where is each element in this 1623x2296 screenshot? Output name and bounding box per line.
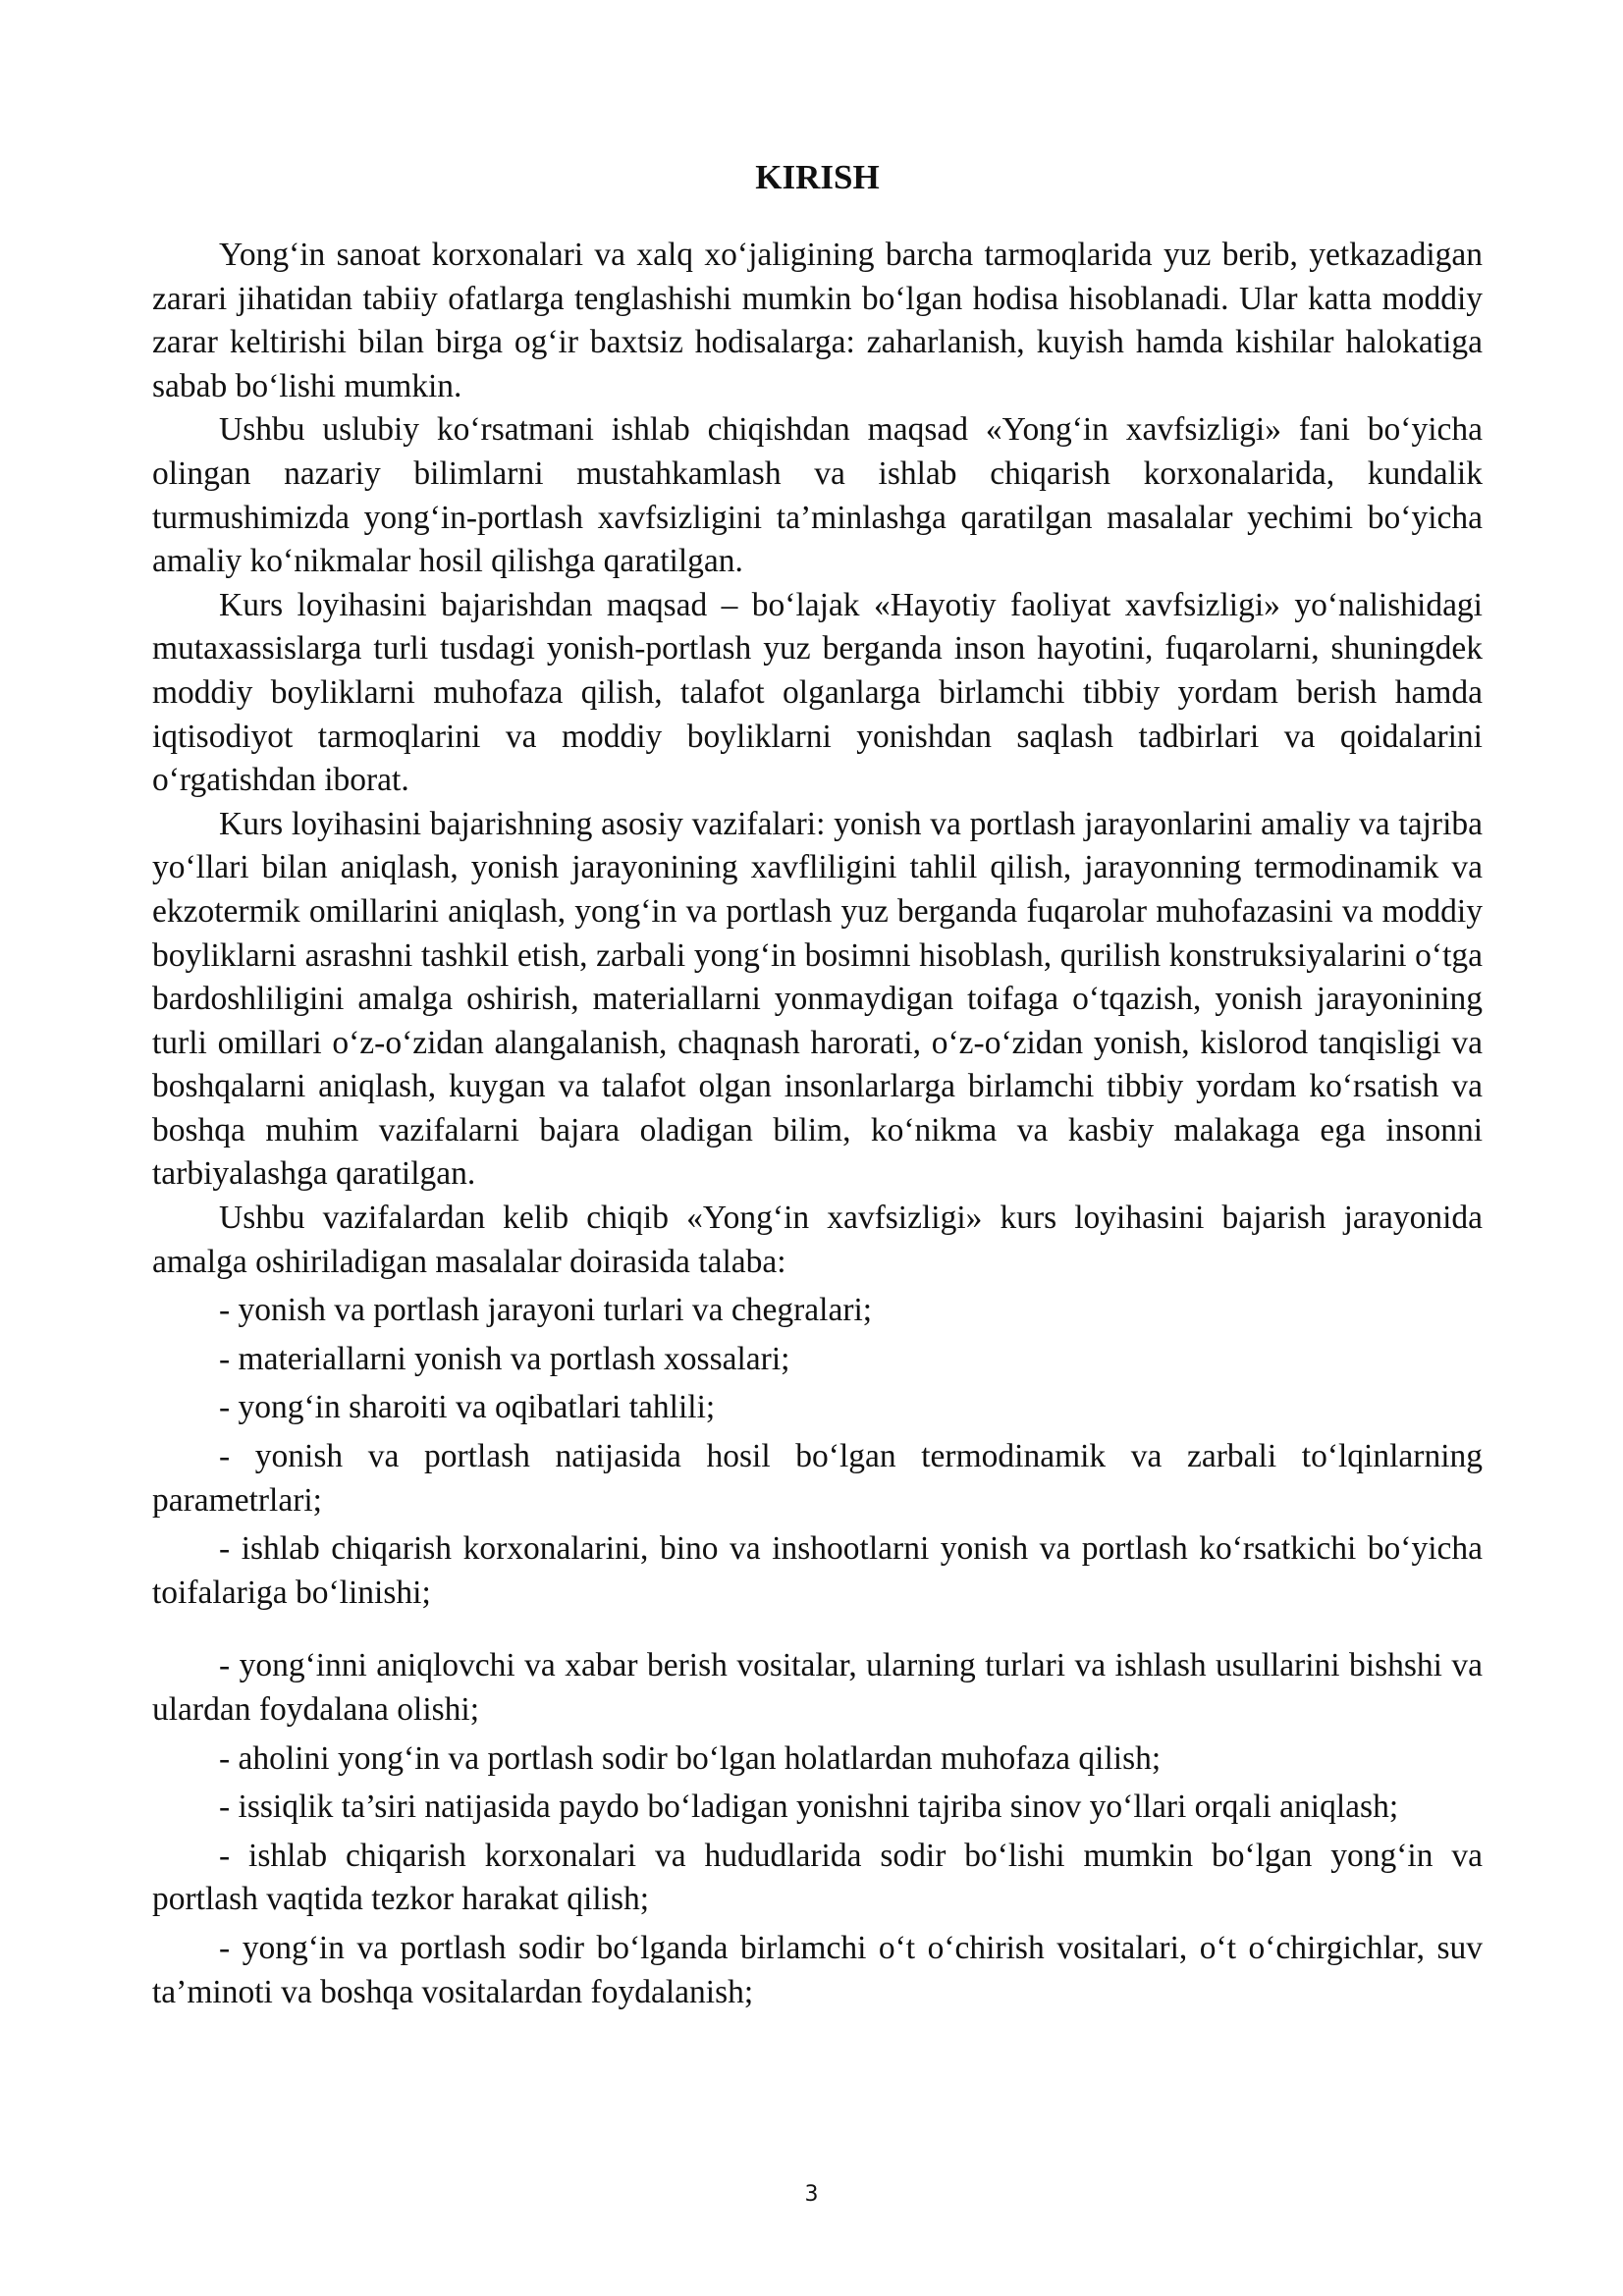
list-marker: - [219, 1837, 231, 1874]
paragraph-purpose: Ushbu uslubiy ko‘rsatmani ishlab chiqishdan maqsad «Yong‘in xavfsizligi» fani bo‘yicha olingan nazariy bilimlarni mustahkamlash va ishlab chiqarish korxonalarida, kundalik turmushimizda yong‘in-portlash xavfsizligini ta’minlashga qaratilgan masalalar yechimi bo‘yicha amaliy ko‘nikmalar hosil qilishga qaratilgan. [152, 411, 1483, 580]
list-item [152, 1386, 1483, 1430]
list-item-text: yonish va portlash jarayoni turlari va chegralari; [238, 1292, 873, 1329]
list-item [152, 1786, 1483, 1830]
paragraph-intro: Yong‘in sanoat korxonalari va xalq xo‘jaligining barcha tarmoqlarida yuz berib, yetkazadigan zarari jihatidan tabiiy ofatlarga tenglashishi mumkin bo‘lgan hodisa hisoblanadi. Ular katta moddiy zarar keltirishi bilan birga og‘ir baxtsiz hodisalarga: zaharlanish, kuyish hamda kishilar halokatiga sabab bo‘lishi mumkin. [152, 237, 1483, 404]
list-item [152, 1289, 1483, 1333]
page-title: KIRISH [755, 158, 880, 196]
list-item [152, 1435, 1483, 1522]
list-item-text: yong‘in va portlash sodir bo‘lganda birlamchi o‘t o‘chirish vositalari, o‘t o‘chirgichlar, suv ta’minoti va boshqa vositalardan foydalanish; [152, 1929, 1484, 2010]
list-marker: - [219, 1292, 231, 1329]
list-item-text: issiqlik ta’siri natijasida paydo bo‘ladigan yonishni tajriba sinov yo‘llari orqali aniqlash; [238, 1789, 1399, 1826]
list-item [152, 1835, 1483, 1922]
list-marker: - [219, 1929, 231, 1966]
list-item-text: aholini yong‘in va portlash sodir bo‘lgan holatlardan muhofaza qilish; [238, 1739, 1162, 1777]
list-item [152, 1927, 1483, 2014]
page-number: 3 [804, 2182, 819, 2207]
list-marker: - [219, 1438, 231, 1475]
document-page [152, 157, 1483, 2014]
paragraph-course-goal: Kurs loyihasini bajarishdan maqsad – bo‘lajak «Hayotiy faoliyat xavfsizligi» yo‘nalishidagi mutaxassislarga turli tusdagi yonish-portlash yuz berganda inson hayotini, fuqarolarni, shuningdek moddiy boyliklarni muhofaza qilish, talafot olganlarga birlamchi tibbiy yordam berish hamda iqtisodiyot tarmoqlarini va moddiy boyliklarni yonishdan saqlash tadbirlari va qoidalarini o‘rgatishdan iborat. [152, 586, 1483, 799]
list-item [152, 1644, 1483, 1732]
list-item [152, 1737, 1483, 1782]
list-item-text: materiallarni yonish va portlash xossalari; [238, 1340, 790, 1377]
list-marker: - [219, 1340, 231, 1377]
list-item [152, 1338, 1483, 1382]
list-marker: - [219, 1530, 231, 1568]
list-item [152, 1527, 1483, 1615]
list-item-text: ishlab chiqarish korxonalari va hududlarida sodir bo‘lishi mumkin bo‘lgan yong‘in va portlash vaqtida tezkor harakat qilish; [152, 1837, 1483, 1918]
list-marker: - [219, 1647, 231, 1684]
paragraph-student-scope: Ushbu vazifalardan kelib chiqib «Yong‘in xavfsizligi» kurs loyihasini bajarish jarayonida amalga oshiriladigan masalalar doirasida talaba: [152, 1200, 1483, 1280]
list-marker: - [219, 1389, 231, 1426]
list-marker: - [219, 1739, 231, 1777]
paragraph-course-tasks: Kurs loyihasini bajarishning asosiy vazifalari: yonish va portlash jarayonlarini amaliy va tajriba yo‘llari bilan aniqlash, yonish jarayonining xavfliligini tahlil qilish, jarayonning termodinamik va ekzotermik omillarini aniqlash, yong‘in va portlash yuz berganda fuqarolar muhofazasini va moddiy boyliklarni asrashni tashkil etish, zarbali yong‘in bosimni hisoblash, qurilish konstruksiyalarini o‘tga bardoshliligini amalga oshirish, materiallarni yonmaydigan toifaga o‘tqazish, yonish jarayonining turli omillari o‘z-o‘zidan alangalanish, chaqnash harorati, o‘z-o‘zidan yonish, kislorod tanqisligi va boshqalarni aniqlash, kuygan va talafot olgan insonlarlarga birlamchi tibbiy yordam ko‘rsatish va boshqa muhim vazifalarni bajara oladigan bilim, ko‘nikma va kasbiy malakaga ega insonni tarbiyalashga qaratilgan. [152, 805, 1483, 1193]
list-item-text: yong‘in sharoiti va oqibatlari tahlili; [238, 1389, 716, 1426]
list-item-text: yonish va portlash natijasida hosil bo‘lgan termodinamik va zarbali to‘lqinlarning parametrlari; [152, 1438, 1484, 1519]
list-item-text: ishlab chiqarish korxonalarini, bino va inshootlarni yonish va portlash ko‘rsatkichi bo‘yicha toifalariga bo‘linishi; [152, 1530, 1484, 1611]
list-item-text: yong‘inni aniqlovchi va xabar berish vositalar, ularning turlari va ishlash usullarini bishshi va ulardan foydalana olishi; [152, 1647, 1484, 1728]
list-marker: - [219, 1789, 231, 1826]
competency-list [152, 1289, 1483, 2014]
